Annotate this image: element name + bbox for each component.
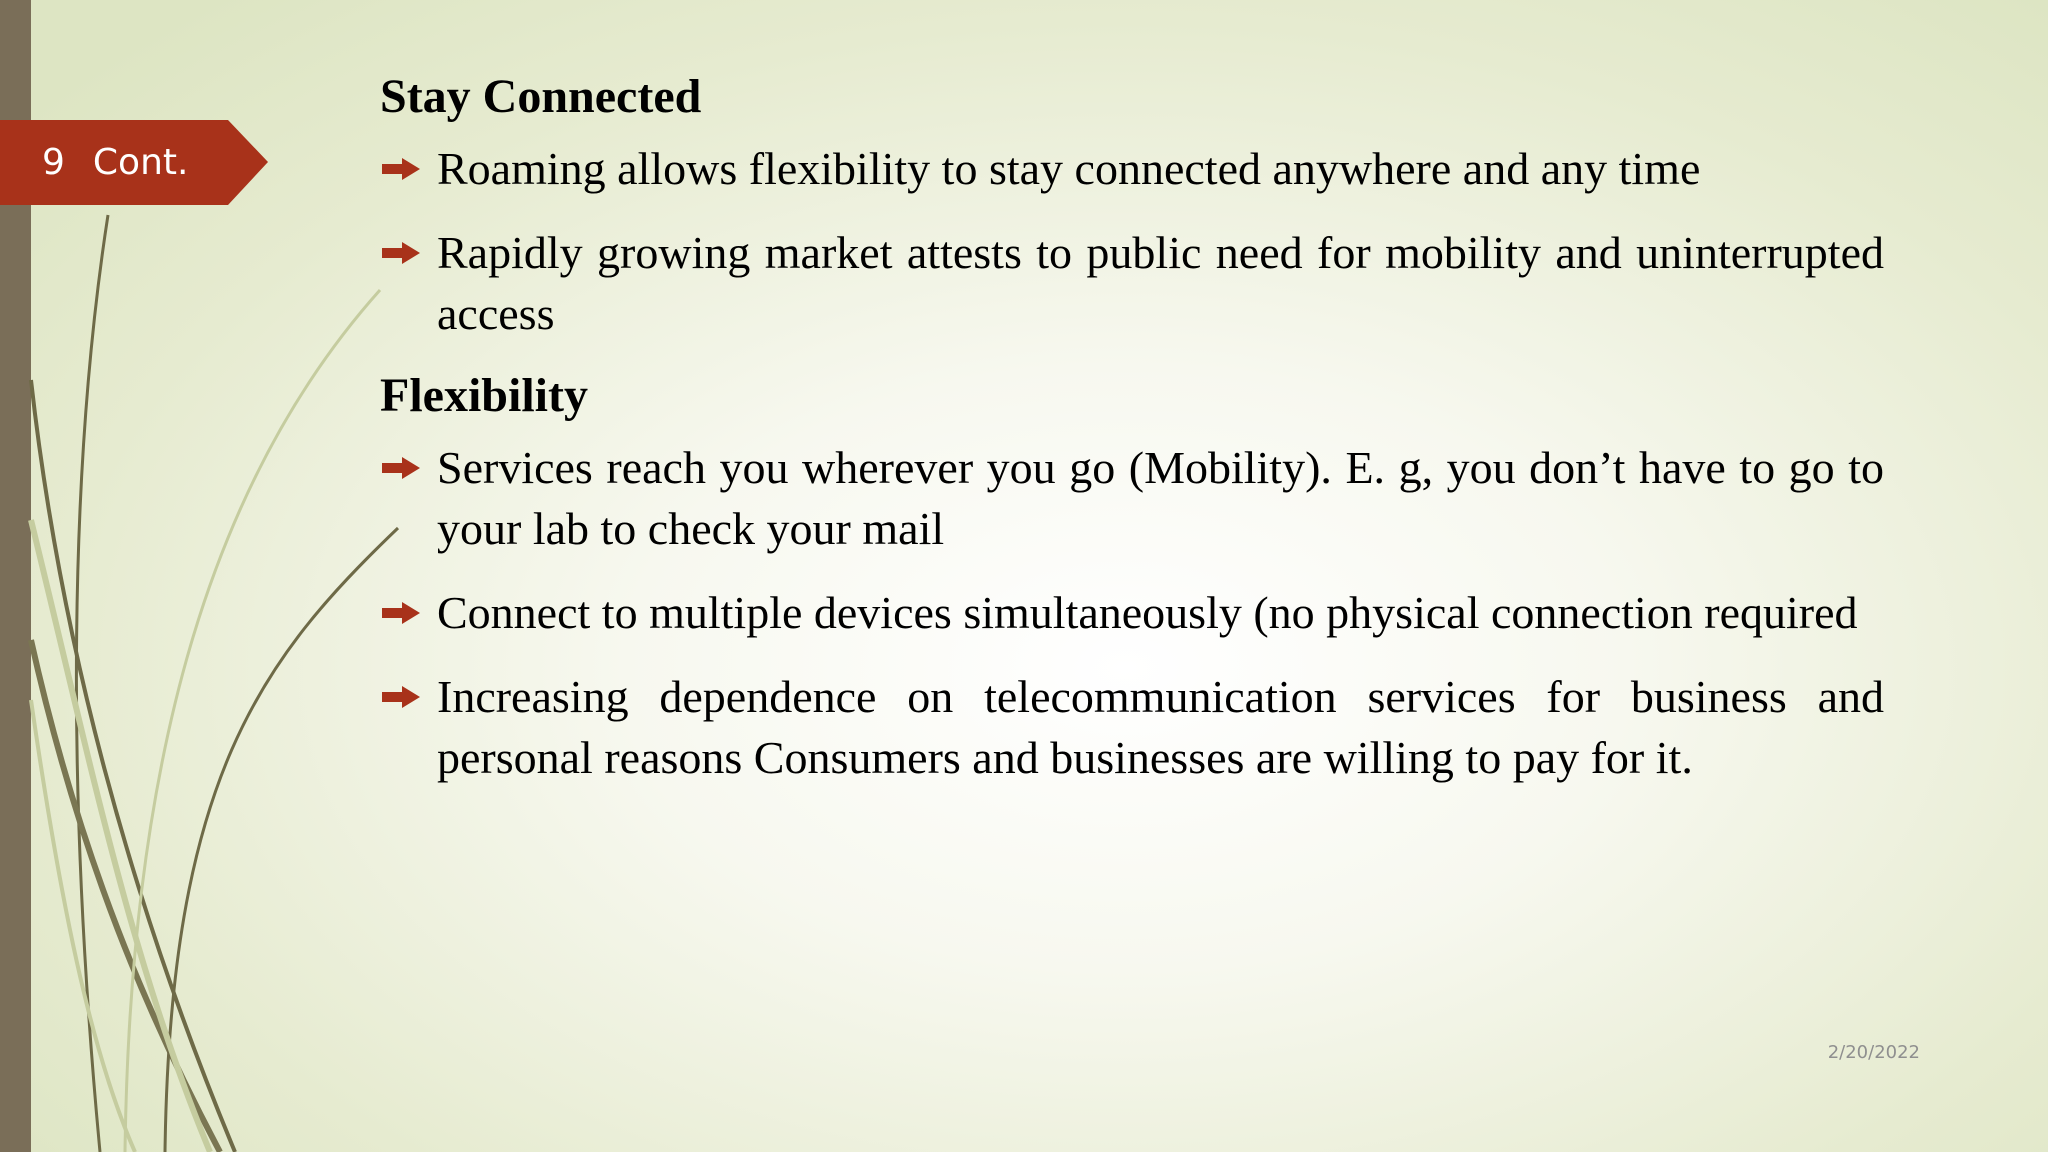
bullet-text: Roaming allows flexibility to stay connected anywhere and any time [437, 143, 1701, 194]
bullet-text: Services reach you wherever you go (Mobility). E. g, you don’t have to go to your lab to check your mail [437, 442, 1884, 554]
section-heading-flexibility: Flexibility [380, 369, 588, 422]
arrow-bullet-icon [382, 457, 420, 479]
bullet-text: Increasing dependence on telecommunication services for business and personal reasons Consumers and businesses are willing to pay for it. [437, 671, 1884, 783]
bullet-item [380, 666, 1884, 788]
slide-date: 2/20/2022 [1827, 1042, 1920, 1063]
slide-tag-title: Cont. [92, 142, 189, 183]
arrow-bullet-icon [382, 242, 420, 264]
bullet-item [380, 138, 1884, 199]
bullet-item [380, 437, 1884, 559]
section-heading-stay-connected: Stay Connected [380, 70, 702, 123]
slide-number: 9 [42, 142, 65, 183]
bullet-item [380, 582, 1884, 643]
bullet-text: Rapidly growing market attests to public need for mobility and uninterrupted access [437, 227, 1884, 339]
bullet-text: Connect to multiple devices simultaneously (no physical connection required [437, 587, 1858, 638]
arrow-bullet-icon [382, 602, 420, 624]
arrow-bullet-icon [382, 158, 420, 180]
bullet-item [380, 222, 1884, 344]
arrow-bullet-icon [382, 686, 420, 708]
slide-tag-label [42, 120, 188, 205]
slide-content [380, 68, 1884, 788]
